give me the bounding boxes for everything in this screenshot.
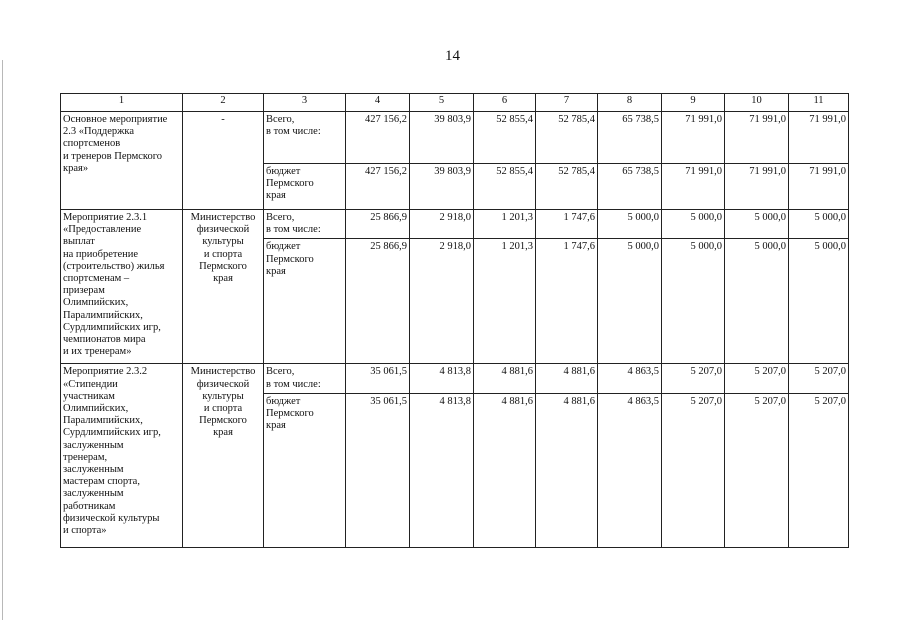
- total-value-cell: 1 747,6: [536, 210, 598, 239]
- scan-edge-line: [2, 60, 3, 620]
- budget-value-cell: 4 813,8: [410, 393, 474, 547]
- budget-value-cell: 25 866,9: [346, 239, 410, 364]
- budget-value-cell: 52 855,4: [474, 164, 536, 210]
- header-cell: 5: [410, 94, 474, 112]
- header-cell: 2: [183, 94, 264, 112]
- activity-name: Мероприятие 2.3.2 «Стипендии участникам Олимпийских, Паралимпийских, Сурдлимпийских игр, заслуженным тренерам, заслуженным мастерам спорта, заслуженным работникам физической культуры и спорта»: [61, 364, 183, 547]
- total-value-cell: 71 991,0: [725, 112, 789, 164]
- header-cell: 3: [264, 94, 346, 112]
- budget-value-cell: 4 881,6: [474, 393, 536, 547]
- funding-source-label: бюджет Пермского края: [264, 164, 346, 210]
- table-body: [61, 94, 849, 548]
- header-cell: 4: [346, 94, 410, 112]
- budget-value-cell: 427 156,2: [346, 164, 410, 210]
- budget-value-cell: 39 803,9: [410, 164, 474, 210]
- budget-value-cell: 71 991,0: [725, 164, 789, 210]
- funding-source-label: бюджет Пермского края: [264, 393, 346, 547]
- responsible-executor: Министерство физической культуры и спорта Пермского края: [183, 364, 264, 547]
- header-cell: 6: [474, 94, 536, 112]
- total-value-cell: 4 863,5: [598, 364, 662, 393]
- budget-value-cell: 4 881,6: [536, 393, 598, 547]
- budget-value-cell: 5 000,0: [725, 239, 789, 364]
- total-value-cell: 35 061,5: [346, 364, 410, 393]
- budget-value-cell: 1 201,3: [474, 239, 536, 364]
- budget-value-cell: 65 738,5: [598, 164, 662, 210]
- total-value-cell: 5 207,0: [725, 364, 789, 393]
- header-cell: 8: [598, 94, 662, 112]
- funding-table: [60, 93, 849, 548]
- total-value-cell: 1 201,3: [474, 210, 536, 239]
- budget-value-cell: 71 991,0: [789, 164, 849, 210]
- page-number: 14: [445, 48, 460, 64]
- responsible-executor: Министерство физической культуры и спорта Пермского края: [183, 210, 264, 364]
- responsible-executor: -: [183, 112, 264, 210]
- total-value-cell: 71 991,0: [662, 112, 725, 164]
- total-value-cell: 39 803,9: [410, 112, 474, 164]
- activity-total-row: [61, 210, 849, 239]
- funding-source-label: Всего, в том числе:: [264, 210, 346, 239]
- header-cell: 1: [61, 94, 183, 112]
- budget-value-cell: 1 747,6: [536, 239, 598, 364]
- funding-source-label: бюджет Пермского края: [264, 239, 346, 364]
- funding-source-label: Всего, в том числе:: [264, 364, 346, 393]
- budget-value-cell: 5 000,0: [598, 239, 662, 364]
- budget-value-cell: 5 207,0: [789, 393, 849, 547]
- total-value-cell: 5 000,0: [598, 210, 662, 239]
- total-value-cell: 2 918,0: [410, 210, 474, 239]
- budget-value-cell: 5 000,0: [789, 239, 849, 364]
- total-value-cell: 65 738,5: [598, 112, 662, 164]
- header-cell: 10: [725, 94, 789, 112]
- total-value-cell: 5 207,0: [662, 364, 725, 393]
- total-value-cell: 5 000,0: [725, 210, 789, 239]
- total-value-cell: 4 881,6: [474, 364, 536, 393]
- activity-name: Мероприятие 2.3.1 «Предоставление выплат на приобретение (строительство) жилья спортсменам – призерам Олимпийских, Паралимпийских, Сурдлимпийских игр, чемпионатов мира и их тренерам»: [61, 210, 183, 364]
- header-row: [61, 94, 849, 112]
- budget-value-cell: 5 207,0: [725, 393, 789, 547]
- activity-total-row: [61, 112, 849, 164]
- budget-value-cell: 35 061,5: [346, 393, 410, 547]
- total-value-cell: 25 866,9: [346, 210, 410, 239]
- total-value-cell: 4 813,8: [410, 364, 474, 393]
- total-value-cell: 71 991,0: [789, 112, 849, 164]
- budget-value-cell: 5 207,0: [662, 393, 725, 547]
- total-value-cell: 5 000,0: [789, 210, 849, 239]
- total-value-cell: 52 855,4: [474, 112, 536, 164]
- budget-value-cell: 2 918,0: [410, 239, 474, 364]
- funding-source-label: Всего, в том числе:: [264, 112, 346, 164]
- header-cell: 9: [662, 94, 725, 112]
- activity-name: Основное мероприятие 2.3 «Поддержка спортсменов и тренеров Пермского края»: [61, 112, 183, 210]
- total-value-cell: 52 785,4: [536, 112, 598, 164]
- budget-value-cell: 71 991,0: [662, 164, 725, 210]
- budget-value-cell: 4 863,5: [598, 393, 662, 547]
- total-value-cell: 4 881,6: [536, 364, 598, 393]
- budget-value-cell: 52 785,4: [536, 164, 598, 210]
- total-value-cell: 5 207,0: [789, 364, 849, 393]
- total-value-cell: 427 156,2: [346, 112, 410, 164]
- header-cell: 11: [789, 94, 849, 112]
- activity-total-row: [61, 364, 849, 393]
- total-value-cell: 5 000,0: [662, 210, 725, 239]
- budget-value-cell: 5 000,0: [662, 239, 725, 364]
- header-cell: 7: [536, 94, 598, 112]
